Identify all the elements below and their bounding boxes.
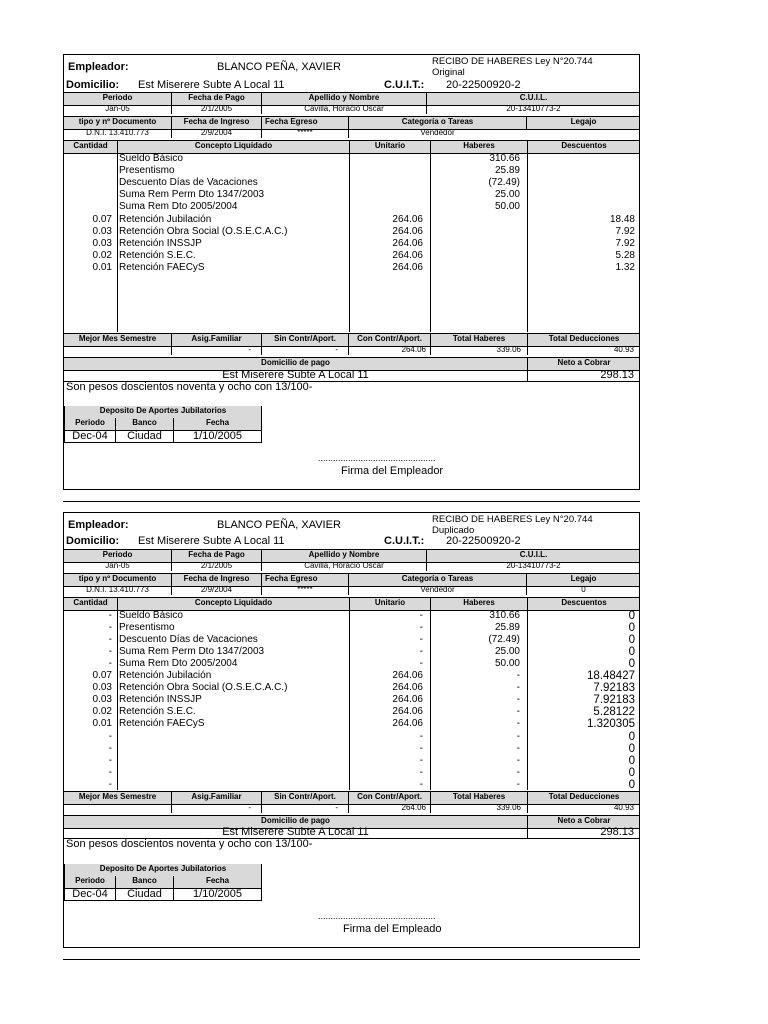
cuil-header: C.U.I.L. (426, 93, 640, 105)
neto-value: 298.13 (527, 826, 640, 838)
neto-value: 298.13 (527, 369, 640, 381)
empleador-name: BLANCO PEÑA, XAVIER (217, 61, 341, 73)
table-row (64, 718, 639, 730)
descuentos-header: Descuentos (527, 141, 640, 153)
firma-label: Firma del Empleado (343, 923, 442, 935)
cantidad-cell: 0.03 (92, 225, 112, 237)
apellido-header: Apellido y Nombre (261, 550, 426, 562)
separator-line (63, 959, 640, 960)
unitario-cell: 264.06 (392, 213, 423, 225)
haberes-header: Haberes (430, 141, 527, 153)
haberes-cell: - (516, 730, 520, 742)
documento-value: D.N.I. 13.410.773 (86, 128, 149, 137)
unitario-cell: 264.06 (392, 706, 423, 718)
mejor-mes-header: Mejor Mes Semestre (78, 334, 157, 343)
unitario-cell: - (419, 778, 423, 790)
dep-banco-value: Ciudad (115, 888, 173, 900)
empleador-name: BLANCO PEÑA, XAVIER (217, 519, 341, 531)
total-deducciones-value: 40.93 (527, 345, 640, 355)
neto-header: Neto a Cobrar (527, 816, 640, 828)
haberes-cell: - (516, 766, 520, 778)
apellido-value: Cavilla, Horacio Oscar (261, 561, 426, 571)
firma-label: Firma del Empleador (341, 465, 444, 477)
deposito-box (64, 864, 262, 901)
unitario-cell: 264.06 (392, 694, 423, 706)
cantidad-cell: 0.02 (92, 249, 112, 261)
table-row (64, 779, 639, 791)
table-row (64, 238, 639, 250)
receipt-original (63, 54, 640, 490)
table-row (64, 153, 639, 165)
deposito-header: Deposito De Aportes Jubilatorios (99, 864, 227, 873)
concepto-cell: Suma Rem Perm Dto 1347/2003 (119, 189, 265, 201)
table-row (64, 694, 639, 706)
table-row (64, 250, 639, 262)
concepto-cell: Retención S.E.C. (119, 249, 196, 261)
unitario-cell: - (419, 742, 423, 754)
unitario-cell: - (419, 646, 423, 658)
table-row (64, 634, 639, 646)
concepto-cell: Suma Rem Perm Dto 1347/2003 (119, 646, 265, 658)
concepto-cell: Presentismo (119, 622, 175, 634)
dep-periodo-value: Dec-04 (72, 430, 108, 442)
haberes-cell: (72.49) (488, 634, 520, 646)
descuentos-cell: 0 (628, 766, 635, 779)
haberes-cell: - (516, 670, 520, 682)
fecha-pago-value: 2/1/2005 (171, 561, 261, 571)
mejor-mes-header: Mejor Mes Semestre (78, 792, 157, 801)
cantidad-cell: 0.07 (92, 670, 112, 682)
haberes-cell: - (516, 742, 520, 754)
cuil-value: 20-13410773-2 (426, 561, 640, 571)
total-deducciones-header: Total Deducciones (527, 792, 640, 804)
descuentos-cell: 7.92 (615, 237, 635, 249)
con-contr-value: 264.06 (348, 803, 430, 813)
descuentos-cell: 0 (628, 754, 635, 767)
total-haberes-value: 339.06 (430, 803, 527, 813)
unitario-cell: - (419, 622, 423, 634)
deposito-header: Deposito De Aportes Jubilatorios (99, 406, 227, 415)
domicilio-value: Est Miserere Subte A Local 11 (138, 79, 285, 91)
domicilio-value: Est Miserere Subte A Local 11 (138, 535, 285, 547)
descuentos-cell: 0 (628, 610, 635, 622)
son-pesos: Son pesos doscientos noventa y ocho con 13/100- (66, 838, 313, 850)
legajo-value: 0 (526, 585, 640, 595)
unitario-cell: - (419, 730, 423, 742)
haberes-cell: - (516, 682, 520, 694)
documento-header: tipo y nº Documento (78, 117, 157, 126)
descuentos-cell: 0 (628, 646, 635, 659)
table-row (64, 767, 639, 779)
concepto-cell: Retención FAECyS (119, 261, 205, 273)
total-deducciones-header: Total Deducciones (527, 334, 640, 346)
domicilio-pago-value: Est Miserere Subte A Local 11 (222, 826, 369, 838)
legajo-header: Legajo (526, 574, 640, 586)
concepto-cell: Sueldo Básico (119, 153, 183, 164)
cantidad-cell: - (108, 742, 112, 754)
son-pesos: Son pesos doscientos noventa y ocho con 13/100- (66, 381, 313, 393)
legajo-header: Legajo (526, 117, 640, 129)
domicilio-pago-header: Domicilio de pago (261, 816, 330, 825)
haberes-cell: 25.00 (494, 189, 520, 201)
items-header (64, 597, 639, 611)
unitario-cell: - (419, 634, 423, 646)
unitario-cell: - (419, 754, 423, 766)
fecha-pago-header: Fecha de Pago (171, 93, 261, 105)
sin-contr-value: - (261, 345, 348, 355)
descuentos-cell: 7.92183 (593, 694, 635, 707)
table-row (64, 706, 639, 718)
cantidad-cell: - (108, 730, 112, 742)
table-row (64, 755, 639, 767)
haberes-cell: - (516, 754, 520, 766)
concepto-cell: Retención INSSJP (119, 237, 202, 249)
table-row (64, 622, 639, 634)
sin-contr-header: Sin Contr/Aport. (261, 792, 348, 804)
domicilio-pago-header: Domicilio de pago (261, 358, 330, 367)
haberes-cell: - (516, 706, 520, 718)
dep-periodo-value: Dec-04 (72, 888, 108, 900)
dep-fecha-value: 1/10/2005 (173, 430, 261, 442)
fecha-pago-header: Fecha de Pago (171, 550, 261, 562)
receipt-duplicado (63, 512, 640, 948)
unitario-cell: 264.06 (392, 249, 423, 261)
concepto-cell: Descuento Días de Vacaciones (119, 177, 258, 189)
cantidad-cell: - (108, 778, 112, 790)
dep-periodo-header: Periodo (75, 418, 105, 427)
table-row (64, 262, 639, 274)
deposito-box (64, 406, 262, 443)
dep-periodo-header: Periodo (75, 876, 105, 885)
concepto-cell: Suma Rem Dto 2005/2004 (119, 658, 238, 670)
sin-contr-value: - (261, 803, 348, 813)
descuentos-cell: 0 (628, 634, 635, 647)
concepto-cell: Retención Jubilación (119, 670, 212, 682)
concepto-cell: Retención Obra Social (O.S.E.C.A.C.) (119, 225, 288, 237)
dep-banco-header: Banco (115, 418, 173, 430)
periodo-value: Jan-05 (105, 104, 130, 113)
table-row (64, 177, 639, 189)
unitario-cell: 264.06 (392, 670, 423, 682)
copy-type: Original (432, 67, 465, 78)
firma-line: ............................................... (318, 453, 436, 463)
con-contr-header: Con Contr/Aport. (348, 792, 430, 804)
unitario-cell: 264.06 (392, 261, 423, 273)
firma-line: ............................................... (318, 911, 436, 921)
fecha-ingreso-value: 2/9/2004 (171, 585, 261, 595)
unitario-header: Unitario (349, 598, 430, 610)
haberes-cell: 310.66 (489, 610, 520, 621)
total-deducciones-value: 40.93 (527, 803, 640, 813)
descuentos-cell: 18.48 (609, 213, 635, 225)
categoria-value: Vendedor (348, 585, 526, 595)
recibo-title: RECIBO DE HABERES Ley N°20.744 (432, 514, 593, 525)
unitario-cell: 264.06 (392, 237, 423, 249)
fecha-pago-value: 2/1/2005 (171, 104, 261, 114)
table-row (64, 658, 639, 670)
periodo-value: Jan-05 (105, 561, 130, 570)
cantidad-cell: - (108, 622, 112, 634)
dep-fecha-header: Fecha (173, 876, 261, 888)
cantidad-cell: 0.01 (92, 261, 112, 273)
descuentos-cell: 1.320305 (587, 718, 635, 731)
dep-banco-header: Banco (115, 876, 173, 888)
apellido-header: Apellido y Nombre (261, 93, 426, 105)
table-row (64, 682, 639, 694)
table-row (64, 226, 639, 238)
descuentos-cell: 18.48427 (587, 670, 635, 683)
haberes-cell: 50.00 (494, 201, 520, 213)
categoria-value: Vendedor (348, 128, 526, 138)
asig-familiar-value: - (171, 803, 261, 813)
unitario-cell: 264.06 (392, 225, 423, 237)
documento-header: tipo y nº Documento (78, 574, 157, 583)
cantidad-cell: 0.02 (92, 706, 112, 718)
fecha-egreso-value: ***** (261, 128, 348, 138)
concepto-header: Concepto Liquidado (117, 598, 349, 610)
cantidad-cell: - (108, 646, 112, 658)
unitario-cell: 264.06 (392, 682, 423, 694)
descuentos-cell: 7.92183 (593, 682, 635, 695)
documento-value: D.N.I. 13.410.773 (86, 585, 149, 594)
fecha-egreso-header: Fecha Egreso (261, 574, 348, 586)
cantidad-cell: 0.03 (92, 682, 112, 694)
fecha-ingreso-header: Fecha de Ingreso (171, 574, 261, 586)
domicilio-pago-value: Est Miserere Subte A Local 11 (222, 369, 369, 381)
categoria-header: Categoría o Tareas (348, 574, 526, 586)
haberes-cell: (72.49) (488, 177, 520, 189)
periodo-header: Periodo (102, 550, 133, 559)
concepto-cell: Retención Jubilación (119, 213, 212, 225)
descuentos-cell: 0 (628, 778, 635, 791)
unitario-cell: - (419, 658, 423, 670)
dep-fecha-value: 1/10/2005 (173, 888, 261, 900)
total-haberes-header: Total Haberes (430, 334, 527, 346)
asig-familiar-header: Asig.Familiar (171, 792, 261, 804)
concepto-cell: Retención INSSJP (119, 694, 202, 706)
fecha-ingreso-value: 2/9/2004 (171, 128, 261, 138)
concepto-cell: Retención S.E.C. (119, 706, 196, 718)
asig-familiar-value: - (171, 345, 261, 355)
table-row (64, 165, 639, 177)
descuentos-cell: 5.28122 (593, 706, 635, 719)
cuit-value: 20-22500920-2 (446, 79, 521, 91)
cuit-label: C.U.I.T.: (384, 79, 425, 91)
descuentos-cell: 5.28 (615, 249, 635, 261)
cantidad-cell: - (108, 754, 112, 766)
descuentos-cell: 0 (628, 730, 635, 743)
cuit-value: 20-22500920-2 (446, 535, 521, 547)
domicilio-label: Domicilio: (66, 79, 120, 91)
haberes-cell: - (516, 718, 520, 730)
cantidad-cell: - (108, 766, 112, 778)
haberes-cell: 25.89 (494, 622, 520, 634)
table-row (64, 731, 639, 743)
unitario-header: Unitario (349, 141, 430, 153)
categoria-header: Categoría o Tareas (348, 117, 526, 129)
descuentos-cell: 0 (628, 622, 635, 635)
cantidad-header: Cantidad (73, 141, 108, 150)
descuentos-header: Descuentos (527, 598, 640, 610)
sin-contr-header: Sin Contr/Aport. (261, 334, 348, 346)
cantidad-cell: - (108, 634, 112, 646)
recibo-title: RECIBO DE HABERES Ley N°20.744 (432, 56, 593, 67)
descuentos-cell: 7.92 (615, 225, 635, 237)
unitario-cell: - (419, 766, 423, 778)
haberes-cell: 25.89 (494, 165, 520, 177)
cantidad-cell: 0.03 (92, 237, 112, 249)
cantidad-cell: 0.03 (92, 694, 112, 706)
descuentos-cell: 0 (628, 658, 635, 671)
cantidad-header: Cantidad (73, 598, 108, 607)
descuentos-cell: 1.32 (615, 261, 635, 273)
haberes-cell: 310.66 (489, 153, 520, 164)
neto-header: Neto a Cobrar (527, 358, 640, 370)
table-row (64, 214, 639, 226)
periodo-header: Periodo (102, 93, 133, 102)
total-haberes-header: Total Haberes (430, 792, 527, 804)
haberes-header: Haberes (430, 598, 527, 610)
concepto-cell: Sueldo Básico (119, 610, 183, 621)
empleador-label: Empleador: (68, 61, 129, 73)
items-header (64, 140, 639, 154)
unitario-cell: - (419, 610, 423, 621)
empleador-label: Empleador: (68, 519, 129, 531)
con-contr-header: Con Contr/Aport. (348, 334, 430, 346)
haberes-cell: 25.00 (494, 646, 520, 658)
dep-fecha-header: Fecha (173, 418, 261, 430)
table-row (64, 646, 639, 658)
concepto-cell: Retención Obra Social (O.S.E.C.A.C.) (119, 682, 288, 694)
table-row (64, 610, 639, 622)
apellido-value: Cavilla, Horacio Oscar (261, 104, 426, 114)
concepto-cell: Presentismo (119, 165, 175, 177)
descuentos-cell: 0 (628, 742, 635, 755)
domicilio-label: Domicilio: (66, 535, 120, 547)
total-haberes-value: 339.06 (430, 345, 527, 355)
table-row (64, 201, 639, 213)
separator-line (63, 501, 640, 502)
concepto-cell: Suma Rem Dto 2005/2004 (119, 201, 238, 213)
cuit-label: C.U.I.T.: (384, 535, 425, 547)
fecha-egreso-header: Fecha Egreso (261, 117, 348, 129)
cuil-value: 20-13410773-2 (426, 104, 640, 114)
table-row (64, 670, 639, 682)
concepto-header: Concepto Liquidado (117, 141, 349, 153)
cantidad-cell: - (108, 658, 112, 670)
cantidad-cell: 0.07 (92, 213, 112, 225)
haberes-cell: - (516, 694, 520, 706)
fecha-egreso-value: ***** (261, 585, 348, 595)
concepto-cell: Descuento Días de Vacaciones (119, 634, 258, 646)
cantidad-cell: - (108, 610, 112, 621)
con-contr-value: 264.06 (348, 345, 430, 355)
haberes-cell: 50.00 (494, 658, 520, 670)
dep-banco-value: Ciudad (115, 430, 173, 442)
concepto-cell: Retención FAECyS (119, 718, 205, 730)
asig-familiar-header: Asig.Familiar (171, 334, 261, 346)
haberes-cell: - (516, 778, 520, 790)
fecha-ingreso-header: Fecha de Ingreso (171, 117, 261, 129)
unitario-cell: 264.06 (392, 718, 423, 730)
table-row (64, 743, 639, 755)
cantidad-cell: 0.01 (92, 718, 112, 730)
table-row (64, 189, 639, 201)
copy-type: Duplicado (432, 525, 475, 536)
cuil-header: C.U.I.L. (426, 550, 640, 562)
